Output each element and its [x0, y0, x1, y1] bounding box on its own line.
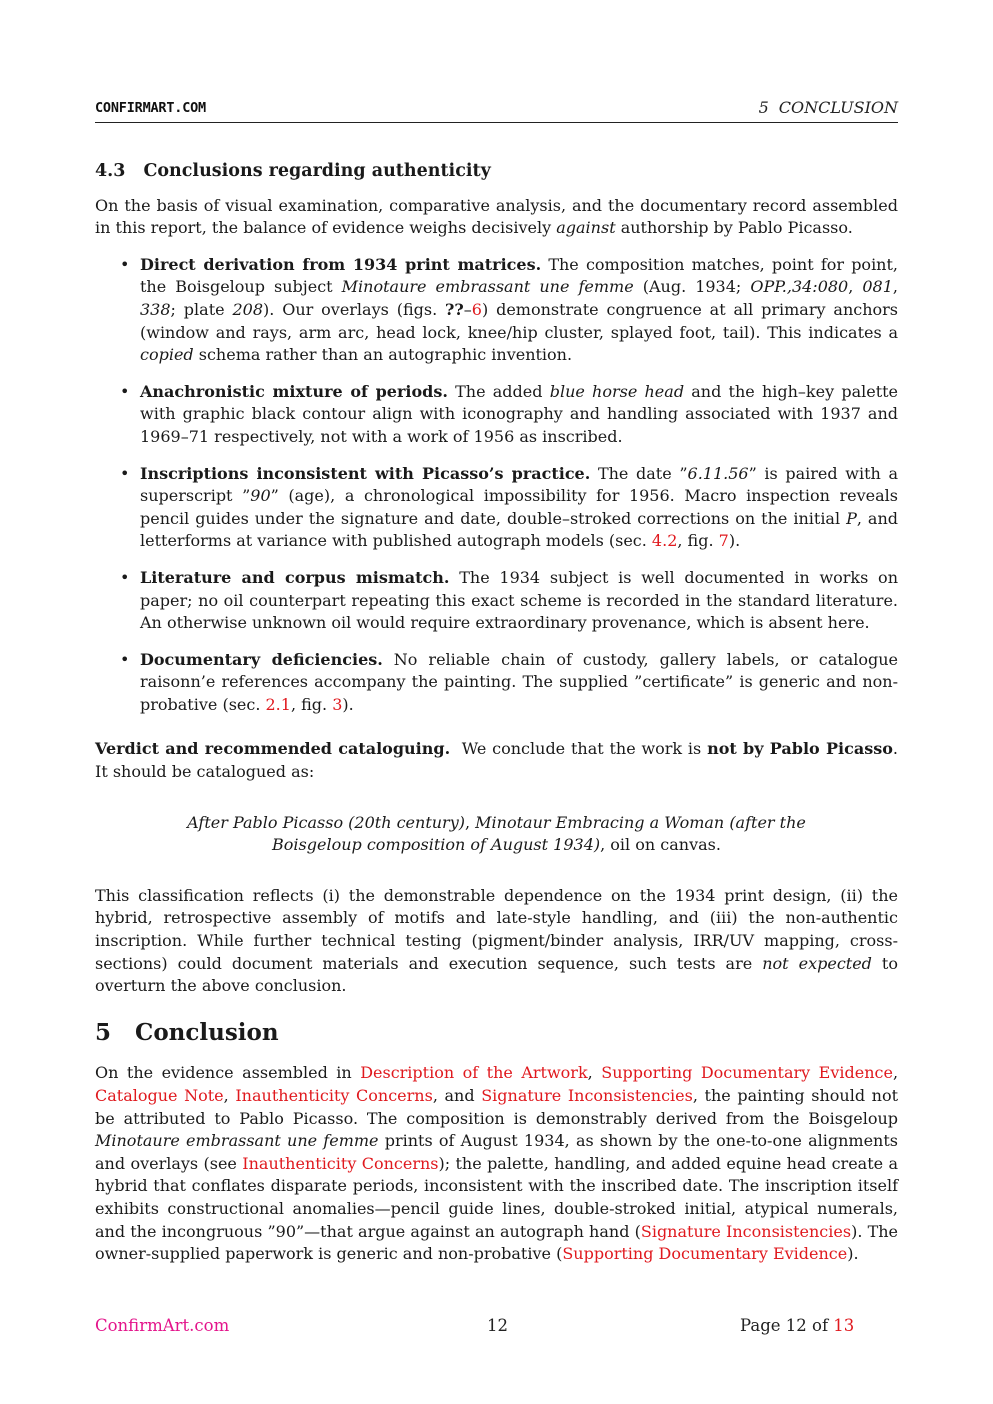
verdict-lead: Verdict and recommended cataloguing. — [95, 739, 451, 759]
text-run: (Aug. 1934; — [633, 277, 751, 297]
item-lead: Inscriptions inconsistent with Picasso’s practice. — [140, 463, 591, 483]
text-run: On the evidence assembled in — [95, 1063, 361, 1083]
figure-6-link[interactable]: 6 — [471, 299, 482, 319]
text-run: ) demonstrate congruence at all primary anchors (window and rays, arm arc, head lock, knee/hip cluster, splayed foot, tail). This indicates a — [140, 299, 899, 342]
link-supporting-documentary-evidence[interactable]: Supporting Documentary Evidence — [562, 1244, 848, 1264]
section-4-3-heading — [95, 160, 898, 183]
evidence-item-inscriptions — [95, 463, 898, 553]
emphasis: 208 — [232, 299, 264, 319]
link-inauthenticity-concerns[interactable]: Inauthenticity Concerns — [235, 1086, 433, 1105]
main-content — [95, 160, 898, 1266]
link-catalogue-note[interactable]: Catalogue Note — [95, 1086, 224, 1105]
text-run: , and letterforms at variance with published autograph models (sec. — [140, 508, 898, 551]
header-section-title: CONCLUSION — [778, 98, 898, 117]
text-run: This classification reflects (i) the demonstrable dependence on the 1934 print design, (ii) the hybrid, retrospective assembly of motifs and late-style handling, and (iii) the non-authentic inscription. While further technical testing (pigment/binder analysis, IRR/UV mapping, cross-sections) could document materials and execution sequence, such tests are — [95, 885, 898, 973]
evidence-item-documentation — [95, 649, 898, 717]
text-run: , — [223, 1086, 236, 1105]
text-run: and the high–key palette with graphic black contour align with iconography and handling associated with 1937 and 1969–71 respectively, not with a work of 1956 as inscribed. — [140, 381, 899, 446]
text-run: On the basis of visual examination, comparative analysis, and the documentary record assembled in this report, the balance of evidence weighs decisively — [95, 195, 898, 238]
text-run: prints of August 1934, as shown by the one-to-one alignments and overlays (see — [95, 1131, 898, 1173]
text-run: , — [892, 1063, 899, 1083]
link-supporting-documentary-evidence[interactable]: Supporting Documentary Evidence — [601, 1063, 893, 1083]
text-run: No reliable chain of custody, gallery labels, or catalogue raisonn’e references accompany the painting. The supplied ”certificate” is generic and non-probative (sec. — [140, 649, 898, 714]
text-run: ” is paired with a superscript ” — [140, 463, 898, 506]
section-2-1-link[interactable]: 2.1 — [265, 694, 291, 714]
evidence-list — [95, 254, 898, 717]
link-signature-inconsistencies[interactable]: Signature Inconsistencies — [481, 1086, 693, 1105]
text-run: , — [464, 812, 476, 832]
footer-site-link[interactable]: ConfirmArt.com — [95, 1316, 230, 1335]
text-run: to overturn the above conclusion. — [95, 953, 898, 996]
text-run: , the painting should not be attributed to Pablo Picasso. The composition is demonstrably derived from the Boisgeloup — [95, 1086, 899, 1128]
evidence-item-literature — [95, 567, 898, 635]
classification-paragraph — [95, 885, 898, 998]
section-number: 5 — [95, 1018, 112, 1046]
link-signature-inconsistencies[interactable]: Signature Inconsistencies — [640, 1221, 852, 1241]
unresolved-ref: ?? — [445, 299, 464, 319]
footer-page-count — [740, 1316, 854, 1335]
emphasis: blue horse head — [549, 381, 685, 401]
catalogue-entry — [143, 812, 850, 857]
emphasis: P — [846, 508, 857, 528]
section-number: 4.3 — [95, 161, 126, 181]
text-run: authorship by Pablo Picasso. — [615, 218, 853, 238]
text-run: , fig. — [677, 531, 719, 551]
section-5-heading — [95, 1018, 898, 1046]
text-run: ). — [847, 1244, 859, 1264]
footer-page-number: 12 — [487, 1316, 508, 1335]
text-run: We conclude that the work is — [450, 739, 708, 759]
emphasis: Minotaur Embracing a Woman (after the Boisgeloup composition of August 1934) — [272, 812, 806, 855]
text-run: Page 12 of — [740, 1316, 834, 1335]
text-run: , fig. — [290, 694, 333, 714]
text-run: The date ” — [590, 463, 688, 483]
text-run: ). — [342, 694, 354, 714]
evidence-item-print-derivation — [95, 254, 898, 367]
figure-7-link[interactable]: 7 — [718, 531, 729, 551]
item-lead: Anachronistic mixture of periods. — [140, 381, 448, 401]
verdict-bold: not by Pablo Picasso — [707, 739, 893, 759]
verdict-paragraph — [95, 738, 898, 783]
emphasis: not expected — [762, 953, 872, 973]
section-title: Conclusions regarding authenticity — [143, 161, 491, 181]
emphasis: Minotaure embrassant une femme — [95, 1131, 379, 1151]
text-run: ). Our overlays (figs. — [263, 299, 446, 319]
emphasis: 90 — [250, 486, 271, 506]
text-run: ). — [728, 531, 741, 551]
text-run: ; plate — [170, 299, 233, 319]
link-inauthenticity-concerns[interactable]: Inauthenticity Concerns — [242, 1153, 439, 1173]
evidence-item-anachronism — [95, 381, 898, 449]
text-run: ). The owner-supplied paperwork is generic and non-probative ( — [95, 1221, 899, 1264]
conclusion-paragraph — [95, 1062, 898, 1265]
item-lead: Documentary deficiencies. — [140, 649, 383, 669]
text-run: . It should be catalogued as: — [95, 739, 898, 782]
intro-paragraph — [95, 195, 898, 240]
emphasis: 081 — [862, 277, 893, 297]
text-run: – — [463, 299, 472, 319]
emphasis: 6.11.56 — [687, 463, 749, 483]
header-section-number: 5 — [758, 98, 769, 117]
emphasis: 338 — [140, 299, 171, 319]
text-run: schema rather than an autographic invention. — [193, 345, 573, 365]
emphasis: against — [556, 218, 616, 238]
text-run: , oil on canvas. — [600, 835, 721, 855]
text-run: The added — [447, 381, 550, 401]
emphasis: copied — [140, 345, 194, 365]
text-run: ” (age), a chronological impossibility for 1956. Macro inspection reveals pencil guides under the signature and date, double–stroked corrections on the initial — [140, 486, 898, 528]
emphasis: OPP.,34:080 — [750, 277, 849, 297]
emphasis: After Pablo Picasso (20th century) — [187, 812, 465, 832]
figure-3-link[interactable]: 3 — [332, 694, 343, 714]
item-lead: Direct derivation from 1934 print matrices. — [140, 254, 542, 274]
text-run: ); the palette, handling, and added equine head create a hybrid that conflates disparate periods, inconsistent with the inscribed date. The inscription itself exhibits constructional anomalies—pencil guide lines, double-stroked initial, atypical numerals, and the incongruous ”90”—that argue against an autograph hand ( — [95, 1153, 899, 1241]
text-run: , — [848, 277, 863, 297]
confirmart-logo: CONFIRMART.COM — [95, 100, 206, 116]
running-header — [95, 98, 898, 123]
text-run: , — [892, 277, 899, 297]
section-title: Conclusion — [135, 1018, 279, 1046]
text-run: The 1934 subject is well documented in works on paper; no oil counterpart repeating this exact scheme is recorded in the standard literature. An otherwise unknown oil would require extraordinary provenance, which is absent here. — [140, 567, 898, 633]
text-run: The composition matches, point for point, the Boisgeloup subject — [140, 254, 899, 297]
text-run: , — [587, 1063, 602, 1083]
item-lead: Literature and corpus mismatch. — [140, 567, 450, 587]
emphasis: Minotaure embrassant une femme — [341, 277, 634, 297]
section-4-2-link[interactable]: 4.2 — [651, 531, 678, 551]
header-section-label — [759, 98, 898, 117]
link-description-of-artwork[interactable]: Description of the Artwork — [360, 1063, 588, 1083]
last-page-link[interactable]: 13 — [833, 1316, 855, 1335]
text-run: , and — [432, 1086, 482, 1105]
